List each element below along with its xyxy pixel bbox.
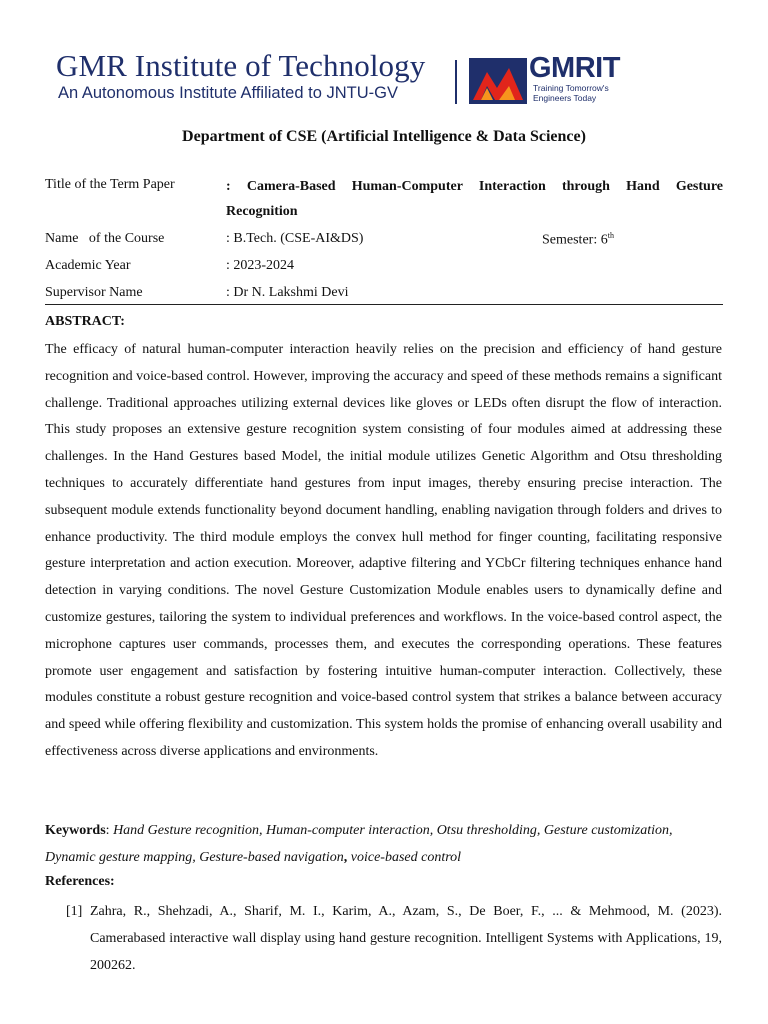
info-row-year <box>45 256 723 283</box>
department-title: Department of CSE (Artificial Intelligence & Data Science) <box>182 128 586 145</box>
reference-item: Zahra, R., Shehzadi, A., Sharif, M. I., Karim, A., Azam, S., De Boer, F., ... & Mehmood, M. (2023). Camerabased interactive wall display using hand gesture recognition. Intelligent Systems with Applications, 19, 200262. <box>90 904 722 973</box>
logo-wordmark: GMRIT <box>529 52 620 84</box>
keywords-list: Hand Gesture recognition, Human-computer interaction, Otsu thresholding, Gesture customization, Dynamic gesture mapping, Gesture-based navigation <box>45 823 673 865</box>
institute-name: GMR Institute of Technology <box>56 48 426 83</box>
title-value-line1: : Camera-Based Human-Computer Interaction through Hand Gesture <box>226 179 723 194</box>
year-label: Academic Year <box>45 258 131 273</box>
semester-label: Semester: 6 <box>542 232 608 248</box>
keywords-label: Keywords <box>45 823 106 838</box>
letterhead <box>0 0 768 120</box>
reference-number: [1] <box>66 904 83 919</box>
institute-subtitle: An Autonomous Institute Affiliated to JNTU-GV <box>58 84 398 102</box>
course-value: : B.Tech. (CSE-AI&DS) <box>226 231 364 246</box>
supervisor-value: : Dr N. Lakshmi Devi <box>226 285 349 300</box>
semester-sup: th <box>607 231 614 240</box>
keywords-sep: : <box>105 823 114 838</box>
logo-tagline: Training Tomorrow's Engineers Today <box>533 83 609 103</box>
abstract-heading: ABSTRACT: <box>45 314 125 329</box>
keywords-list-end: voice-based control <box>347 849 462 865</box>
title-value-line2: Recognition <box>226 204 298 219</box>
horizontal-rule <box>45 304 723 305</box>
paper-info <box>45 175 723 310</box>
course-label: Name of the Course <box>45 231 165 246</box>
semester <box>542 231 614 249</box>
gmrit-logo-icon <box>469 58 527 104</box>
supervisor-label: Supervisor Name <box>45 285 143 300</box>
info-row-title <box>45 175 723 229</box>
info-row-supervisor <box>45 283 723 310</box>
title-label: Title of the Term Paper <box>45 177 175 192</box>
keywords-comma: , <box>343 849 348 865</box>
abstract-text: The efficacy of natural human-computer interaction heavily relies on the precision and efficiency of hand gesture recognition and voice-based control. However, improving the accuracy and speed of these methods remains a significant challenge. Traditional approaches utilizing external devices like gloves or LEDs often disrupt the flow of interaction. This study proposes an extensive gesture recognition system consisting of four modules aimed at addressing these challenges. In the Hand Gestures based Model, the initial module utilizes Genetic Algorithm and Otsu thresholding techniques to accurately differentiate hand gestures from input images, thereby ensuring precise interaction. The subsequent module extends functionality beyond document handling, enabling navigation through folders and drives to enhance productivity. The third module employs the convex hull method for finger counting, facilitating responsive gesture interpretation and action execution. Moreover, adaptive filtering and YCbCr filtering techniques enhance hand detection in varying conditions. The novel Gesture Customization Module enables users to dynamically define and customize gestures, tailoring the system to individual preferences and workflows. In the voice-based control aspect, the microphone captures user commands, processes them, and executes the corresponding operations. These features promote user engagement and satisfaction by fostering intuitive human-computer interaction. Collectively, these modules constitute a robust gesture recognition and voice-based control system that strikes a balance between accuracy and speed while offering flexibility and customization. This system holds the promise of enhancing overall usability and effectiveness across diverse applications and environments. <box>45 342 722 759</box>
references-heading: References: <box>45 874 115 889</box>
info-row-course <box>45 229 723 256</box>
year-value: : 2023-2024 <box>226 258 295 273</box>
keywords <box>45 818 722 871</box>
logo-divider <box>455 60 457 104</box>
